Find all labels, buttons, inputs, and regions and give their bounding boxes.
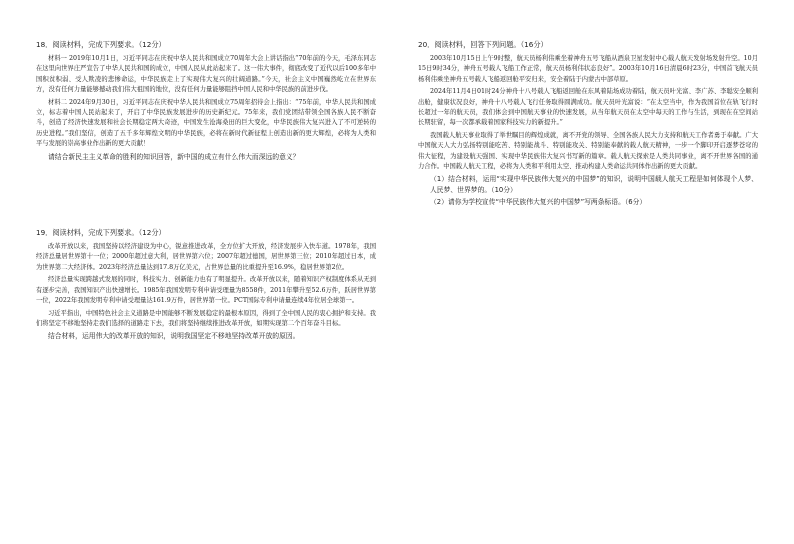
question-20-heading: 20．阅读材料，回答下列问题。（16分） bbox=[418, 40, 548, 49]
material-2: 材料二 2024年9月30日，习近平同志在庆祝中华人民共和国成立75周年招待会上指出：“75年前，中华人民共和国成立，标志着中国人民站起来了，开启了中华民族发展进步的历史新纪元。75年来，我们党团结带领全国各族人民不断奋斗，创造了经济快速发展和社会长期稳定两大奇迹，中国发生沧海桑田的巨大变化，中华民族伟大复兴进入了不可逆转的历史进程。”我们坚信，创造了五千多年辉煌文明的中华民族，必将在新时代新征程上创造出新的更大辉煌，必将为人类和平与发展的崇高事业作出新的更大贡献！ bbox=[36, 98, 376, 148]
question-18 bbox=[36, 40, 376, 162]
q19-paragraph-3: 习近平指出，中国特色社会主义道路是中国能够不断发展稳定的最根本原因，得到了全中国人民的衷心拥护和支持。我们将坚定不移地坚持走我们选择的道路走下去，我们将坚持继续推进改革开放，如期实现第二个百年奋斗目标。 bbox=[36, 309, 376, 327]
question-20 bbox=[418, 40, 758, 208]
material-1: 材料一 2019年10月1日，习近平同志在庆祝中华人民共和国成立70周年大会上讲话指出“70年前的今天，毛泽东同志在这里向世界庄严宣告了中华人民共和国的成立，中国人民从此站起来了。这一伟大事件，彻底改变了近代以后100多年中国积贫积弱、受人欺凌的悲惨命运，中华民族走上了实现伟大复兴的壮阔道路。”今天，社会主义中国巍然屹立在世界东方，没有任何力量能够撼动我们伟大祖国的地位，没有任何力量能够阻挡中国人民和中华民族的前进步伐。 bbox=[36, 55, 376, 94]
q20-paragraph-2: 2024年11月4日01时24分神舟十八号载人飞船返回舱在东风着陆场成功着陆，航天员叶光富、李广苏、李聪安全顺利出舱，健康状况良好，神舟十八号载人飞行任务取得圆满成功。航天员叶光富说：“在太空当中，作为我国首位在轨飞行时长超过一年的航天员，我们体会到中国航天事业的快速发展，从当年航天员在太空中每天的工作与生活，到现在在空间站长期驻留，每一次都承载着国家科技实力的新提升。” bbox=[418, 88, 758, 127]
answer-space bbox=[36, 170, 376, 228]
question-19-heading: 19．阅读材料，完成下列要求。（12分） bbox=[36, 228, 166, 238]
q19-paragraph-2: 经济总量实现跨越式发展的同时，科技实力、创新能力也有了明显提升。改革开放以来，随着知识产权制度体系从无到有逐步完善，我国知识产出快速增长。1985年我国发明专利申请受理量为8558件，2011年攀升至52.6万件，跃居世界第一位，2022年我国发明专利申请受理量达161.9万件，居世界第一位。PCT国际专利申请量连续4年位居全球第一。 bbox=[36, 276, 376, 305]
question-19-task: 结合材料，运用伟大的改革开放的知识，说明我国坚定不移地坚持改革开放的原因。 bbox=[48, 332, 300, 341]
question-20-subtask-1: （1）结合材料，运用“实现中华民族伟大复兴的中国梦”的知识，说明中国载人航天工程是如何体现个人梦、人民梦、世界梦的。（10分） bbox=[430, 175, 758, 194]
question-19 bbox=[36, 228, 376, 342]
question-18-task: 请结合新民主主义革命的胜利的知识回答，新中国的成立有什么伟大而深远的意义？ bbox=[48, 152, 300, 161]
right-column bbox=[418, 40, 758, 216]
q20-paragraph-1: 2003年10月15日上午9时整，航天员杨利伟乘坐着神舟五号飞船从酒泉卫星发射中心载人航天发射场发射升空。10月15日9时34分，神舟五号载人飞船工作正常，航天员杨利伟状态良好”。2003年10月16日清晨6时23分，中国首飞航天员杨利伟乘坐神舟五号载人飞船返回舱平安归来，安全着陆于内蒙古中部草原。 bbox=[418, 55, 758, 83]
question-20-subtask-2: （2）请你为学校宣传“中华民族伟大复兴的中国梦”写两条标语。（6分） bbox=[430, 198, 647, 207]
question-18-heading: 18．阅读材料，完成下列要求。（12分） bbox=[36, 40, 166, 49]
left-column bbox=[36, 40, 376, 350]
q19-paragraph-1: 改革开放以来，我国坚持以经济建设为中心，锐意推进改革，全方位扩大开放，经济发展步入快车道。1978年，我国经济总量居世界第十一位；2000年超过意大利，居世界第六位；2007年超过德国，居世界第三位；2010年超过日本，成为世界第二大经济体。2023年经济总量达到17.8万亿美元，占世界总量的比重提升至16.9%，稳居世界第2位。 bbox=[36, 243, 376, 271]
q20-paragraph-3: 我国载人航天事业取得了举世瞩目的辉煌成就，离不开党的领导、全国各族人民大力支持和航天工作者勇于奉献。广大中国航天人大力弘扬特别能吃苦、特别能战斗、特别能攻关、特别能奉献的载人航天精神，一步一个脚印开启逐梦苍穹的伟大征程，为建设航天强国、实现中华民族伟大复兴书写新的篇章。载人航天探索是人类共同事业，离不开世界各国的通力合作。中国载人航天工程，必将为人类和平利用太空、推动构建人类命运共同体作出新的更大贡献。 bbox=[418, 131, 758, 171]
